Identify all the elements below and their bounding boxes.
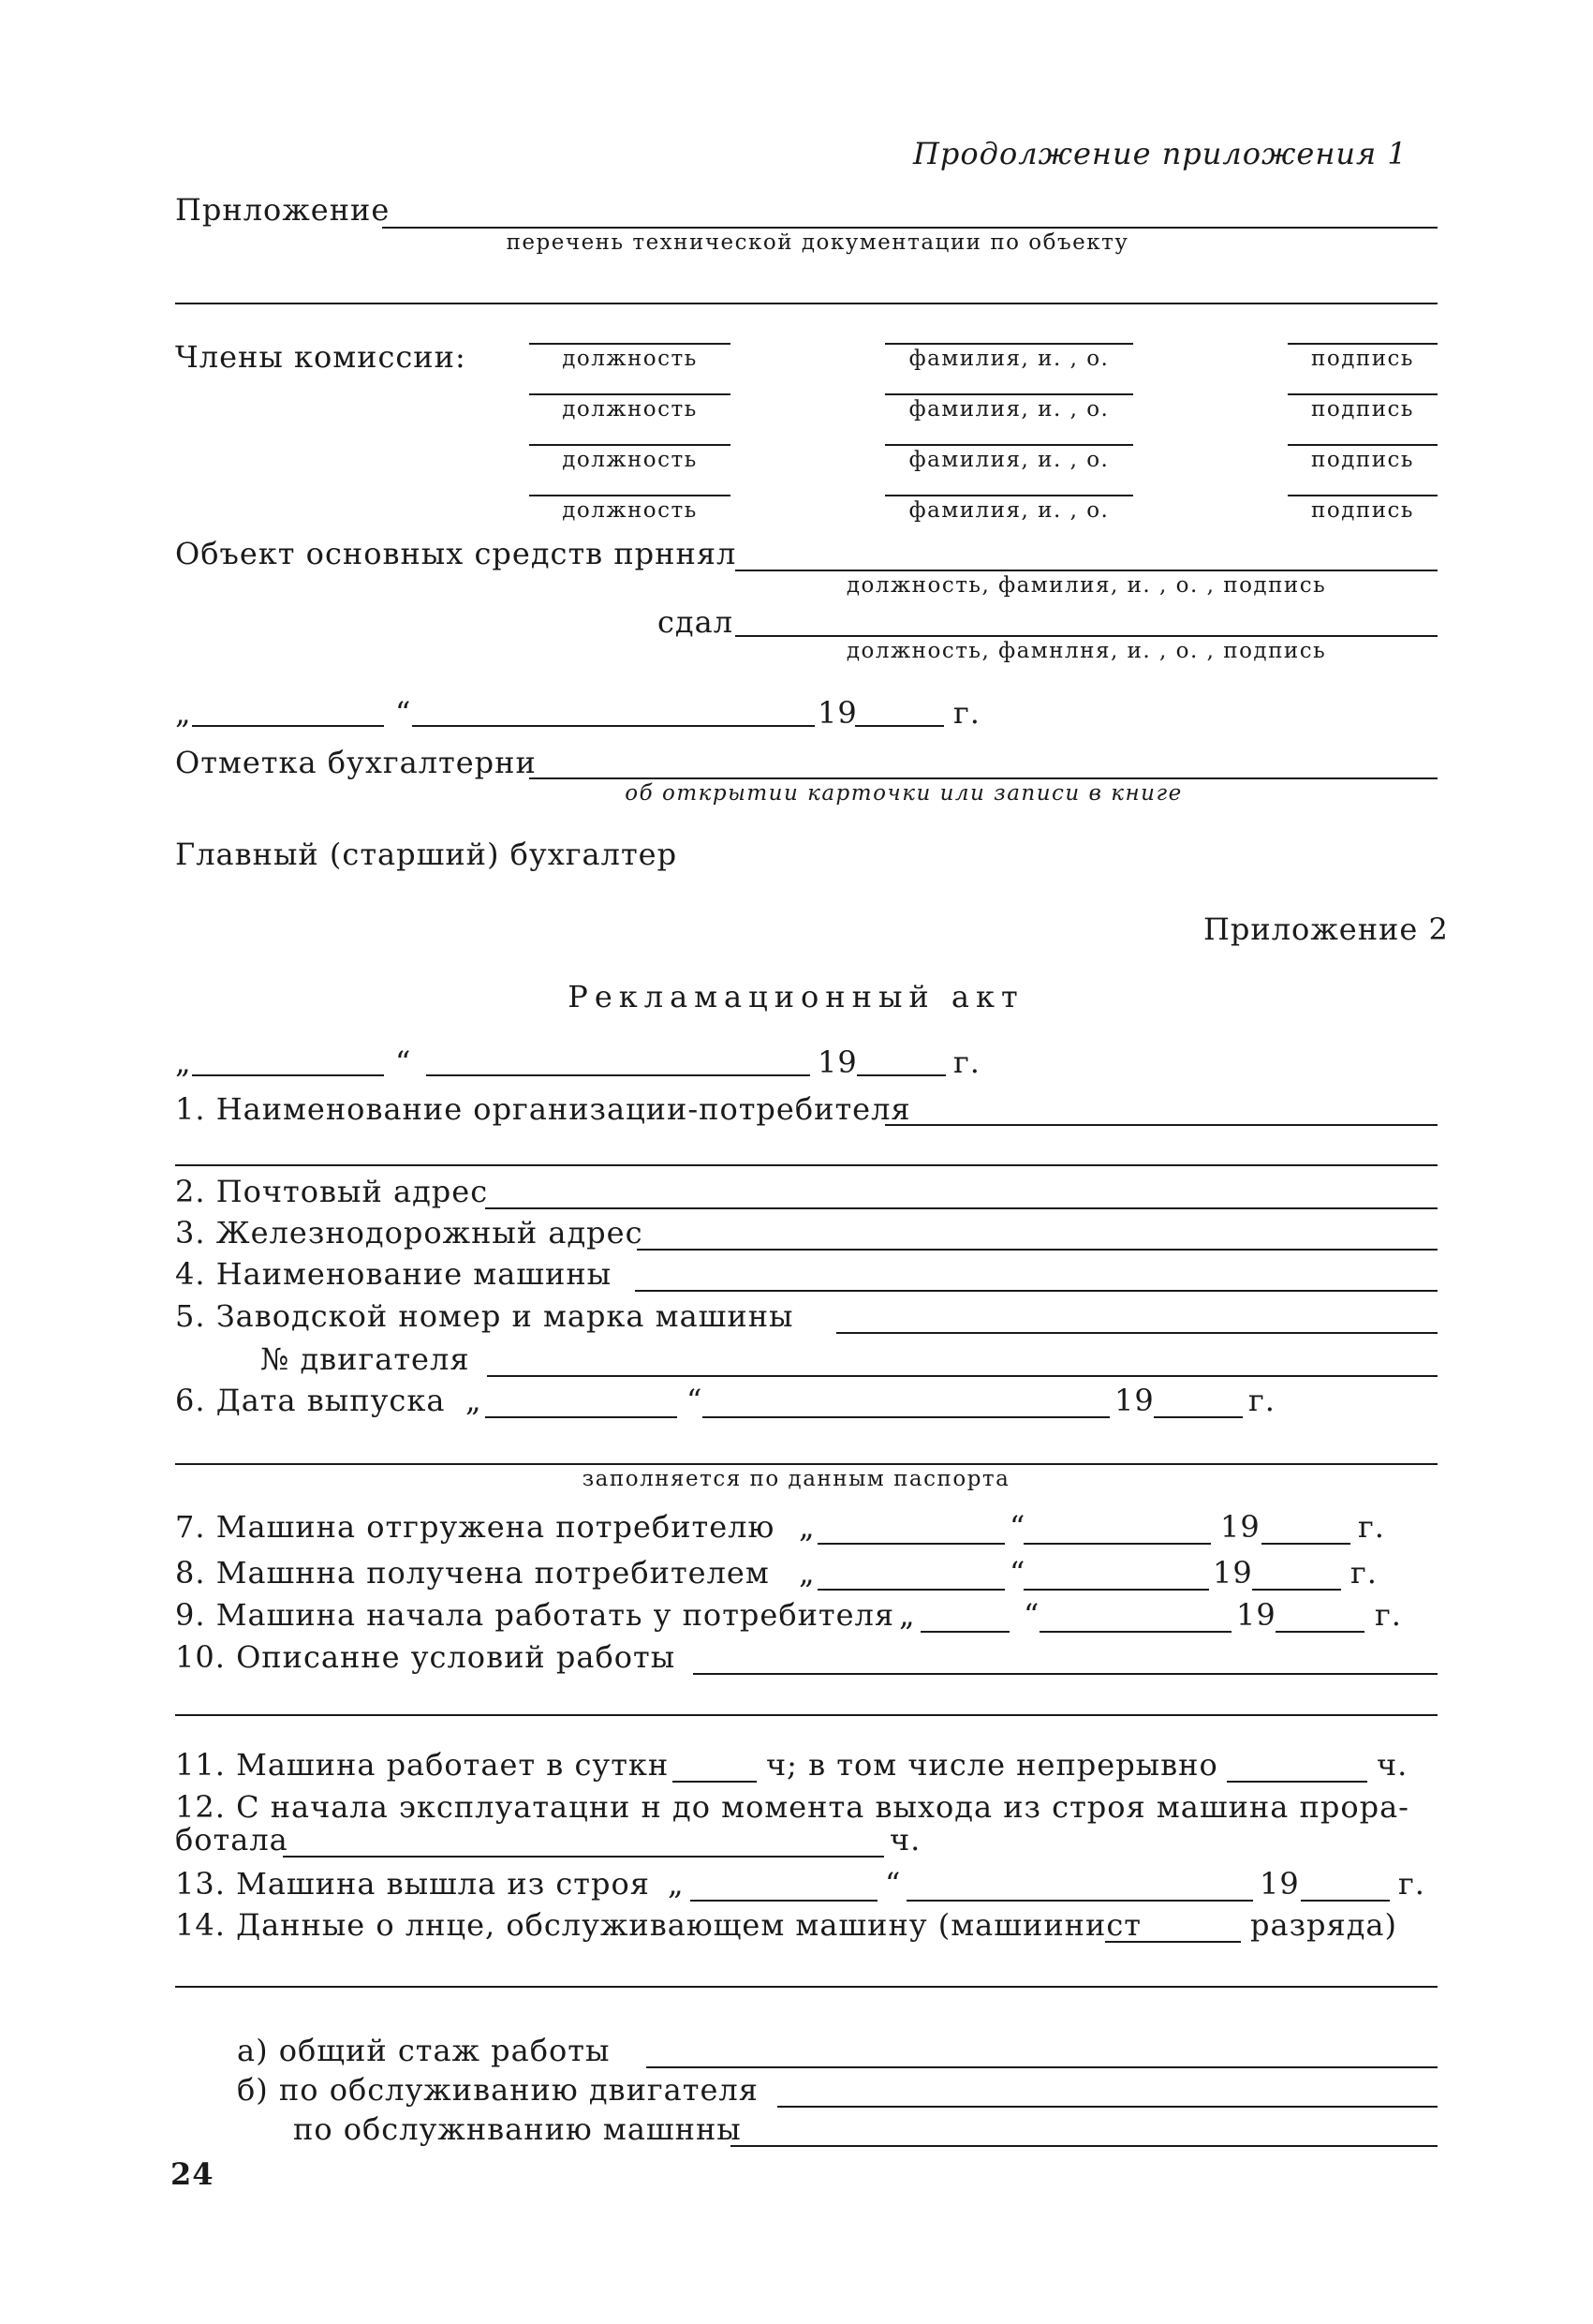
item-6: 6. Дата выпуска [175,1383,446,1418]
item-8: 8. Машнна получена потребителем [175,1555,770,1591]
accepted-line [735,570,1438,571]
page-number: 24 [170,2156,214,2192]
handed-line [735,635,1438,637]
item-c: по обслужнванию машнны [293,2111,742,2147]
year-suffix: г. [953,1044,981,1080]
item-5: 5. Заводской номер и марка машины [175,1298,794,1334]
position-caption: должность [562,448,698,472]
accounting-label: Отметка бухгалтерни [175,745,537,780]
year-prefix: 19 [818,1044,858,1080]
accepted-caption: должность, фамилия, и. , о. , подпись [846,573,1327,598]
item-4: 4. Наименование машины [175,1256,612,1292]
signature-caption: подпись [1311,448,1414,472]
item-5-engine: № двигателя [260,1341,470,1377]
item-13: 13. Машина вышла из строя [175,1866,650,1902]
year-suffix: г. [953,695,981,731]
item-1: 1. Наименование организации-потребителя [175,1091,911,1127]
commission-label: Члены комиссии: [175,339,466,375]
signature-caption: подпись [1311,347,1414,371]
handed-caption: должность, фамнлня, и. , о. , подпись [846,639,1327,663]
item-12: 12. С начала эксплуатацни н до момента выхода из строя машина прора- [175,1789,1409,1825]
accounting-caption: об открытии карточки или записи в книге [625,781,1183,806]
item-2: 2. Почтовый адрес [175,1174,489,1209]
item-10: 10. Описанне условий работы [175,1639,676,1675]
name-caption: фамилия, и. , о. [908,498,1110,523]
item-9: 9. Машина начала работать у потребителя [175,1597,895,1633]
appendix-2-label: Приложение 2 [1203,911,1449,947]
accepted-label: Объект основных средств прннял [175,536,737,571]
item-b: б) по обслуживанию двигателя [237,2072,759,2108]
continuation-header: Продолжение приложения 1 [913,136,1408,171]
item-3: 3. Железнодорожный адрес [175,1215,643,1251]
item-14: 14. Данные о лнце, обслуживающем машину (машиинист [175,1907,1142,1943]
act-title: Рекламационный акт [568,979,1025,1014]
tech-doc-line [382,227,1438,229]
item-7: 7. Машина отгружена потребителю [175,1509,775,1545]
chief-accountant: Главный (старший) бухгалтер [175,836,678,872]
handed-label: сдал [657,604,734,640]
position-caption: должность [562,498,698,523]
name-caption: фамилия, и. , о. [908,448,1110,472]
position-caption: должность [562,397,698,422]
year-prefix: 19 [818,695,858,731]
item-6-caption: заполняется по данным паспорта [582,1467,1010,1491]
name-caption: фамилия, и. , о. [908,347,1110,371]
accounting-line [529,777,1438,779]
signature-caption: подпись [1311,397,1414,422]
tech-doc-caption: перечень технической документации по объекту [506,230,1129,255]
tech-doc-line-2 [175,303,1438,304]
item-11: 11. Машина работает в суткн [175,1747,670,1783]
name-caption: фамилия, и. , о. [908,397,1110,422]
item-a: а) общий стаж работы [237,2033,611,2068]
position-caption: должность [562,347,698,371]
signature-caption: подпись [1311,498,1414,523]
prilozhenie-label: Прнложение [175,192,391,228]
